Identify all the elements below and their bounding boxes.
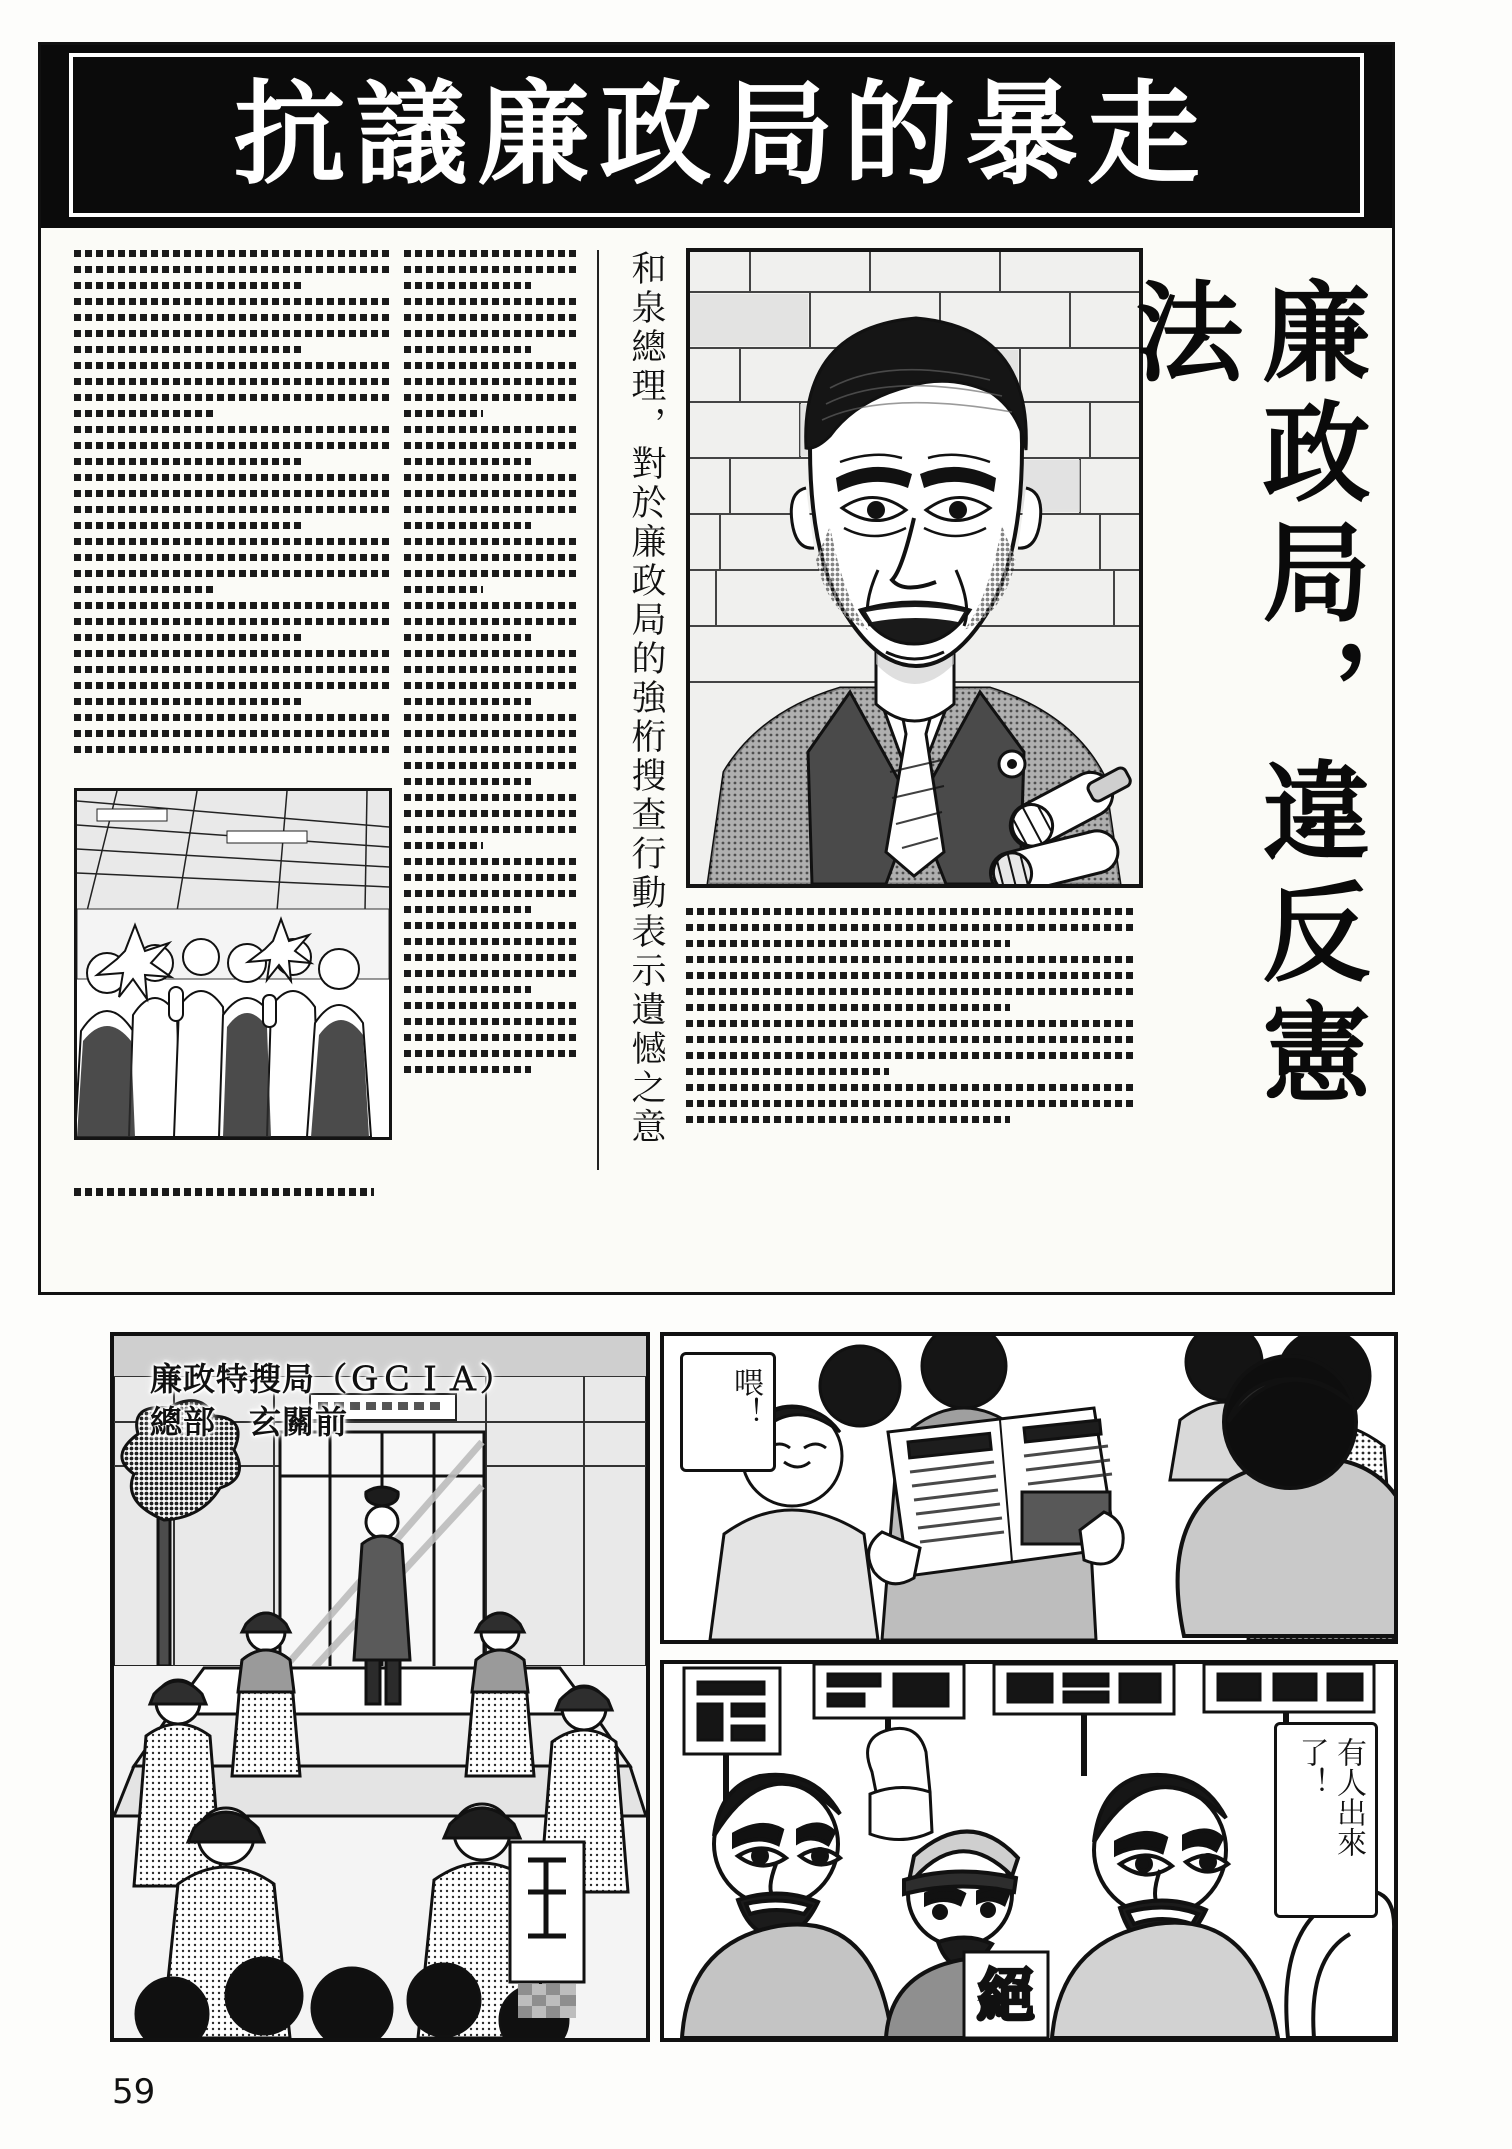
gcia-headquarters-entrance-panel: [110, 1332, 650, 2042]
article-text-column-middle: [404, 250, 580, 1138]
article-text-column-under-photo: [686, 908, 1136, 1148]
page-number: 59: [112, 2072, 156, 2112]
masthead-frame: [69, 53, 1364, 217]
newspaper-masthead: [41, 45, 1392, 228]
crowd-press-photo: [74, 788, 392, 1140]
masthead-title: 抗議廉政局的暴走: [233, 70, 1210, 200]
photo-caption: 和泉總理，對於廉政局的強桁搜查行動表示遺憾之意: [597, 250, 667, 1170]
location-caption-line-2: 總部 玄關前: [150, 1403, 349, 1442]
speech-bubble-hey: 喂！: [680, 1352, 776, 1472]
newspaper-headline: 廉政局，違反憲法: [1116, 276, 1370, 1116]
location-caption-line-1: 廉政特搜局（ＧＣＩＡ）: [150, 1360, 514, 1398]
politician-press-conference-photo: [686, 248, 1143, 888]
protest-sign-char: 絕: [976, 1962, 1036, 2030]
article-text-column-left: [74, 250, 390, 762]
location-caption: [150, 1358, 513, 1444]
newspaper-body: [41, 228, 1392, 1292]
protesters-shouting-panel: [660, 1660, 1398, 2042]
crowd-reading-newspaper-panel: [660, 1332, 1398, 1644]
newspaper-clipping: [38, 42, 1395, 1295]
article-footer-rule: [74, 1188, 374, 1196]
speech-bubble-someone-came-out: 有人出來了！: [1274, 1722, 1378, 1918]
